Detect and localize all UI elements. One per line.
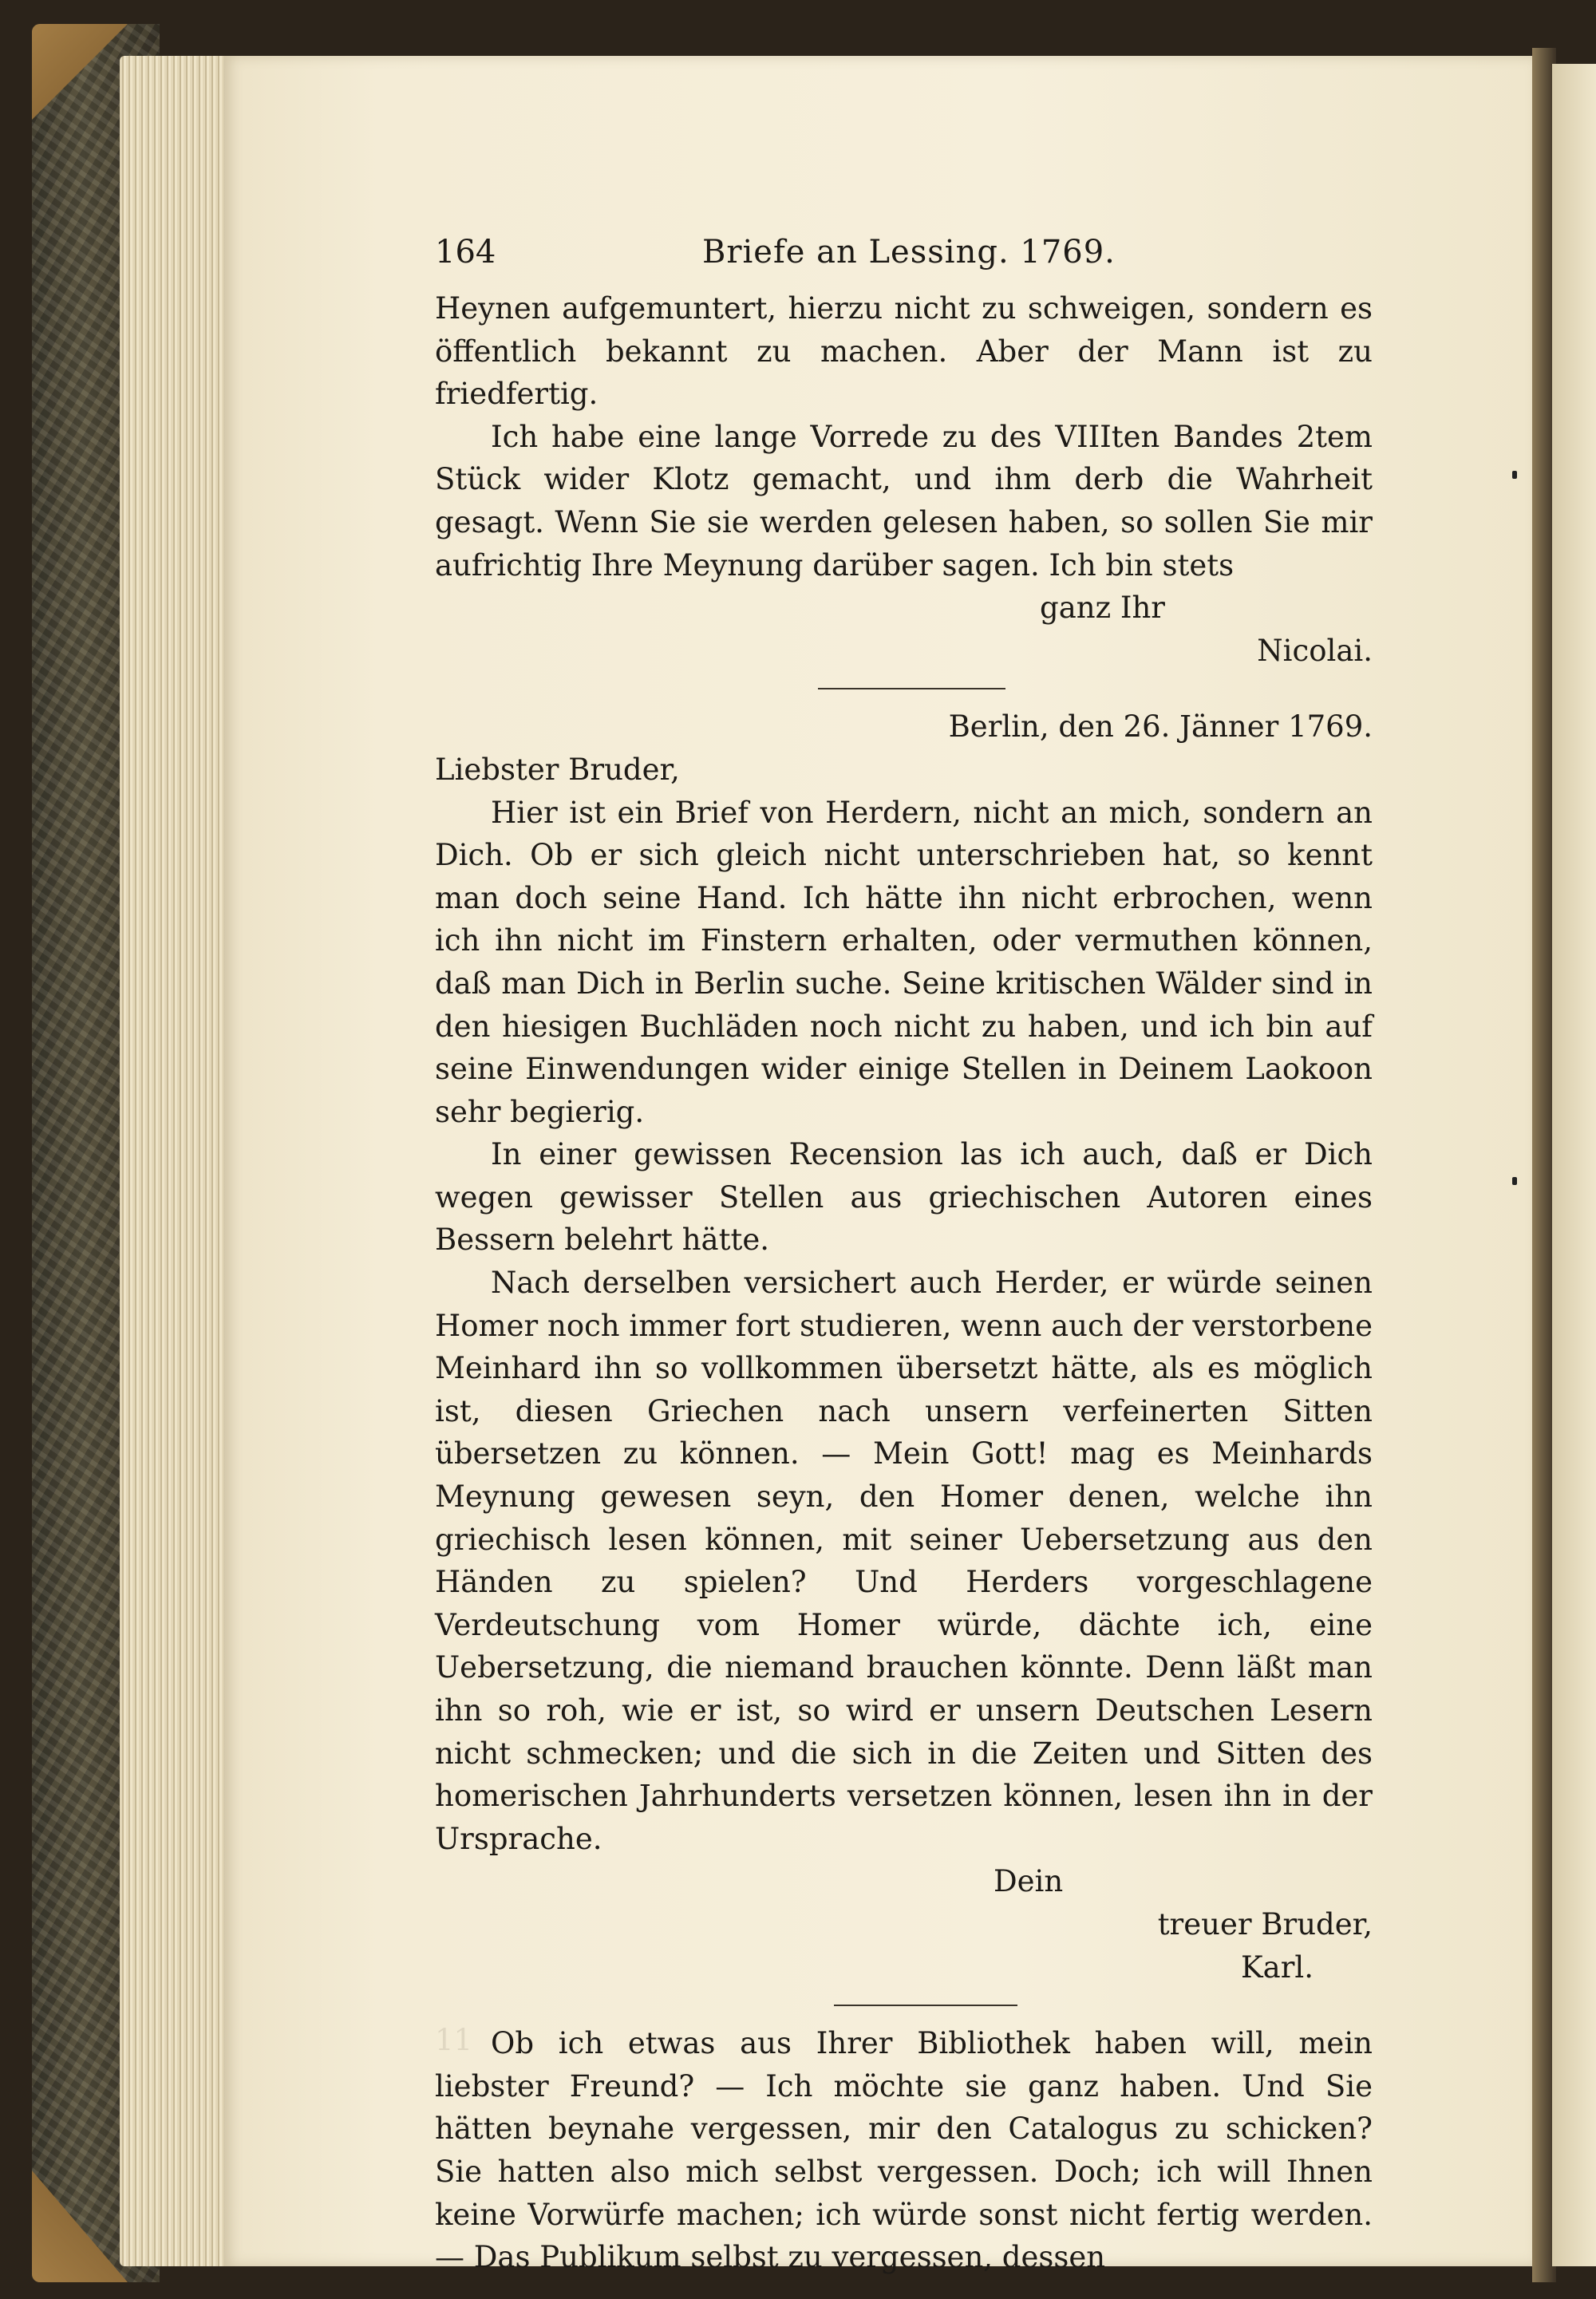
edge-mark [1512,1177,1517,1185]
letter2-paragraph-3: Nach derselben versichert auch Herder, er würde seinen Homer noch immer fort studieren, wenn auch der verstorbene Meinhard ihn so vollkommen übersetzt hätte, als es möglich ist, diesen Griechen nach unsern verfeinerten Sitten übersetzen zu können. — Mein Gott! mag es Meinhards Meynung gewesen seyn, den Homer denen, welche ihn griechisch lesen können, mit seiner Uebersetzung aus den Händen zu spielen? Und Herders vorgeschlagene Verdeutschung vom Homer würde, dächte ich, eine Uebersetzung, die niemand brauchen könnte. Denn läßt man ihn so roh, wie er ist, so wird er unsern Deutschen Lesern nicht schmecken; und die sich in die Zeiten und Sitten des homerischen Jahrhunderts versetzen können, lesen ihn in der Ursprache. [435,1266,1373,1856]
letter2-paragraph-1: Hier ist ein Brief von Herdern, nicht an mich, sondern an Dich. Ob er sich gleich nicht unterschrieben hat, so kennt man doch seine Hand. Ich hätte ihn nicht erbrochen, wenn ich ihn nicht im Finstern erhalten, oder vermuthen können, daß man Dich in Berlin suche. Seine kritischen Wälder sind in den hiesigen Buchläden noch nicht zu haben, und ich bin auf seine Einwendungen wider einige Stellen in Deinem Laokoon sehr begierig. [435,795,1373,1129]
letter2-salutation: Liebster Bruder, [435,752,680,787]
page-edges [120,56,231,2266]
letter1-signature: Nicolai. [1257,633,1373,668]
section-divider [834,2005,1017,2006]
edge-mark [1512,471,1517,479]
running-title: Briefe an Lessing. 1769. [702,234,1116,271]
letter2-paragraph-2: In einer gewissen Recension las ich auch, daß er Dich wegen gewisser Stellen aus griechischen Autoren eines Bessern belehrt hätte. [435,1137,1373,1258]
letter1-paragraph-1: Heynen aufgemuntert, hierzu nicht zu schweigen, sondern es öffentlich bekannt zu machen. Aber der Mann ist zu friedfertig. [435,291,1373,412]
page-header [435,231,1373,279]
letter1-paragraph-2: Ich habe eine lange Vorrede zu des VIIIten Bandes 2tem Stück wider Klotz gemacht, und ihm derb die Wahrheit gesagt. Wenn Sie sie werden gelesen haben, so sollen Sie mir aufrichtig Ihre Meynung darüber sagen. Ich bin stets [435,419,1373,583]
facing-page-edge [1552,64,1596,2266]
page-number: 164 [435,234,496,271]
text-block [435,231,1373,2279]
letter2-dateline: Berlin, den 26. Jänner 1769. [948,709,1373,745]
footer-signature-mark: 11 [435,2023,473,2057]
letter2-closing-1: Dein [994,1864,1064,1899]
letter1-closing: ganz Ihr [1040,591,1165,626]
section-divider [818,688,1005,689]
letter2-closing-2: treuer Bruder, [1157,1906,1373,1942]
letter2-signature: Karl. [1241,1949,1314,1985]
letter3-paragraph: Ob ich etwas aus Ihrer Bibliothek haben will, mein liebster Freund? — Ich möchte sie ganz haben. Und Sie hätten beynahe vergessen, mir den Catalogus zu schicken? Sie hatten also mich selbst vergessen. Doch; ich will Ihnen keine Vorwürfe machen; ich würde sonst nicht fertig werden. — Das Publikum selbst zu vergessen, dessen [435,2026,1373,2275]
